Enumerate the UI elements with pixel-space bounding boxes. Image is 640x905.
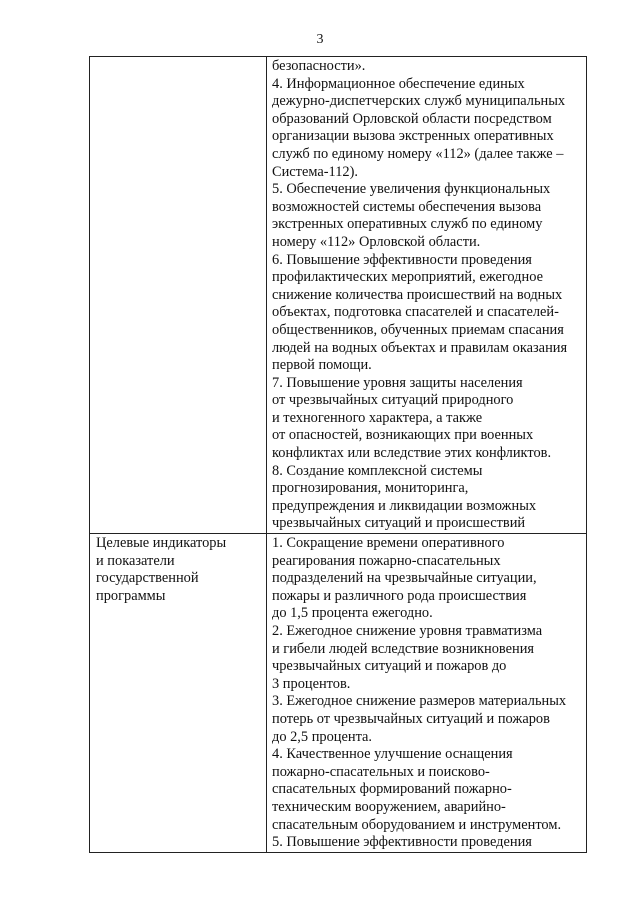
tasks-paragraph-7: 7. Повышение уровня защиты населения от чрезвычайных ситуаций природного и техногенного характера, а также от опасностей, возникающих при военных конфликтах или вследствие этих конфликтов. [272, 374, 552, 462]
tasks-paragraph-6: 6. Повышение эффективности проведения профилактических мероприятий, ежегодное снижение количества происшествий на водных объектах, подготовка спасателей и спасателей- общественников, обученных приемам спасания людей на водных объектах и правилам оказания первой помощи. [272, 251, 568, 374]
indicator-paragraph-1: 1. Сокращение времени оперативного реагирования пожарно-спасательных подразделений на чрезвычайные ситуации, пожары и различного рода происшествия до 1,5 процента ежегодно. [272, 535, 537, 622]
tasks-paragraph-4: 4. Информационное обеспечение единых дежурно-диспетчерских служб муниципальных образований Орловской области посредством организации вызова экстренных оперативных служб по единому номеру «112» (далее также – Система-112). [272, 75, 566, 180]
table-row-tasks-continuation [90, 57, 587, 534]
row-label-cell-empty [90, 57, 267, 534]
tasks-content-cell [267, 57, 587, 534]
indicator-paragraph-5: 5. Повышение эффективности проведения [272, 834, 532, 851]
indicator-paragraph-3: 3. Ежегодное снижение размеров материальных потерь от чрезвычайных ситуаций и пожаров до 2,5 процента. [272, 693, 567, 745]
indicators-content-cell [267, 534, 587, 853]
page-number: 3 [316, 32, 324, 47]
indicator-paragraph-4: 4. Качественное улучшение оснащения пожарно-спасательных и поисково- спасательных формирований пожарно- техническим вооружением, аварийно- спасательным оборудованием и инструментом. [272, 746, 562, 833]
table-row-target-indicators [90, 534, 587, 853]
tasks-paragraph-5: 5. Обеспечение увеличения функциональных возможностей системы обеспечения вызова экстренных оперативных служб по единому номеру «112» Орловской области. [272, 181, 551, 250]
indicators-label: Целевые индикаторы и показатели государственной программы [96, 535, 227, 604]
tasks-paragraph-8: 8. Создание комплексной системы прогнозирования, мониторинга, предупреждения и ликвидации возможных чрезвычайных ситуаций и происшествий [272, 462, 537, 532]
indicators-label-cell [90, 534, 267, 853]
tasks-paragraph-3-end: безопасности». [272, 58, 366, 74]
program-passport-table [89, 56, 587, 853]
indicator-paragraph-2: 2. Ежегодное снижение уровня травматизма и гибели людей вследствие возникновения чрезвычайных ситуаций и пожаров до 3 процентов. [272, 623, 543, 692]
